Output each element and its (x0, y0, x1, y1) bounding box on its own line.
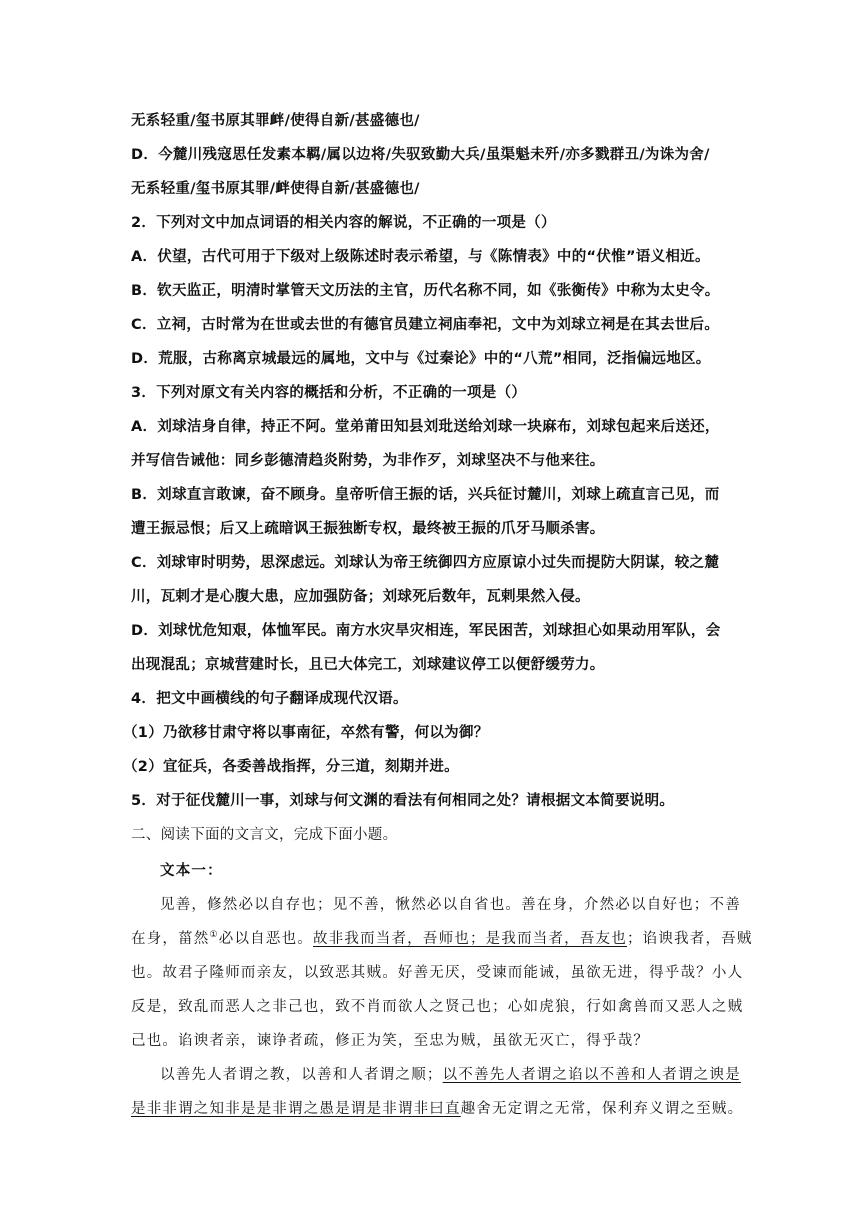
option-d-continuation: 无系轻重/玺书原其罪/衅使得自新/甚盛德也/ (131, 181, 420, 197)
passage-line: 反是，致乱而恶人之非己也，致不肖而欲人之贤己也；心如虎狼，行如禽兽而又恶人之贼 (131, 999, 744, 1015)
q3-option-a-continuation: 并写信告诫他：同乡彭德清趋炎附势，为非作歹，刘球坚决不与他来往。 (131, 453, 605, 469)
q3-option-c-continuation: 川，瓦剌才是心腹大患，应加强防备；刘球死后数年，瓦剌果然入侵。 (131, 589, 590, 605)
text-one-heading: 文本一： (160, 862, 223, 879)
underlined-sentence: 以不善先人者谓之谄以不善和人者谓之谀是 (442, 1067, 741, 1083)
underlined-sentence: 是非非谓之知非是是非谓之愚是谓是非谓非曰直 (131, 1101, 461, 1117)
footnote-marker: ① (209, 930, 219, 941)
q2-option-a: A．伏望，古代可用于下级对上级陈述时表示希望，与《陈情表》中的“伏惟”语义相近。 (131, 249, 710, 265)
passage-line: 是非非谓之知非是是非谓之愚是谓是非谓非曰直趣舍无定谓之无常，保利弃义谓之至贼。 (131, 1101, 744, 1117)
passage-line: 以善先人者谓之教，以善和人者谓之顺；以不善先人者谓之谄以不善和人者谓之谀是 (160, 1067, 741, 1083)
q2-option-c: C．立祠，古时常为在世或去世的有德官员建立祠庙奉祀，文中为刘球立祠是在其去世后。 (131, 317, 720, 333)
passage-line: 在身，菑然①必以自恶也。故非我而当者，吾师也；是我而当者，吾友也；谄谀我者，吾贼 (131, 930, 753, 947)
q3-option-a: A．刘球洁身自律，持正不阿。堂弟莆田知县刘玭送给刘球一块麻布，刘球包起来后送还， (131, 419, 720, 435)
question-5: 5．对于征伐麓川一事，刘球与何文渊的看法有何相同之处？请根据文本简要说明。 (131, 793, 675, 809)
q2-option-b: B．钦天监正，明清时掌管天文历法的主官，历代名称不同，如《张衡传》中称为太史令。 (131, 283, 720, 299)
q3-option-b: B．刘球直言敢谏，奋不顾身。皇帝听信王振的话，兴兵征讨麓川，刘球上疏直言己见，而 (131, 487, 720, 503)
option-c-continuation: 无系轻重/玺书原其罪衅/使得自新/甚盛德也/ (131, 113, 420, 129)
q3-option-d-continuation: 出现混乱；京城营建时长，且已大体完工，刘球建议停工以便舒缓劳力。 (131, 657, 605, 673)
question-3: 3．下列对原文有关内容的概括和分析，不正确的一项是（） (131, 385, 527, 401)
q4-sentence-2: （2）宜征兵，各委善战指挥，分三道，刻期并进。 (123, 759, 459, 775)
q3-option-b-continuation: 遭王振忌恨；后又上疏暗讽王振独断专权，最终被王振的爪牙马顺杀害。 (131, 521, 605, 537)
passage-line: 己也。谄谀者亲，谏诤者疏，修正为笑，至忠为贼，虽欲无灭亡，得乎哉？ (131, 1033, 650, 1049)
underlined-sentence: 故非我而当者，吾师也；是我而当者，吾友也 (312, 931, 627, 947)
question-2: 2．下列对文中加点词语的相关内容的解说，不正确的一项是（） (131, 215, 556, 231)
question-4: 4．把文中画横线的句子翻译成现代汉语。 (131, 691, 408, 707)
q3-option-d: D．刘球忧危知艰，体恤军民。南方水灾旱灾相连，军民困苦，刘球担心如果动用军队，会 (131, 623, 721, 639)
q3-option-c: C．刘球审时明势，思深虑远。刘球认为帝王统御四方应原谅小过失而提防大阴谋，较之麓 (131, 555, 720, 571)
q4-sentence-1: （1）乃欲移甘肃守将以事南征，卒然有警，何以为御？ (123, 725, 489, 741)
option-d: D．今麓川残寇思任发素本羁/属以边将/失驭致勤大兵/虽渠魁未歼/亦多戮群丑/为诛为舍/ (131, 147, 710, 163)
passage-line: 也。故君子隆师而亲友，以致恶其贼。好善无厌，受谏而能诫，虽欲无进，得乎哉？小人 (131, 965, 744, 981)
passage-line: 见善，修然必以自存也；见不善，愀然必以自省也。善在身，介然必以自好也；不善 (160, 897, 741, 913)
q2-option-d: D．荒服，古称离京城最远的属地，文中与《过秦论》中的“八荒”相同，泛指偏远地区。 (131, 351, 711, 367)
section-2-heading: 二、阅读下面的文言文，完成下面小题。 (131, 827, 398, 843)
